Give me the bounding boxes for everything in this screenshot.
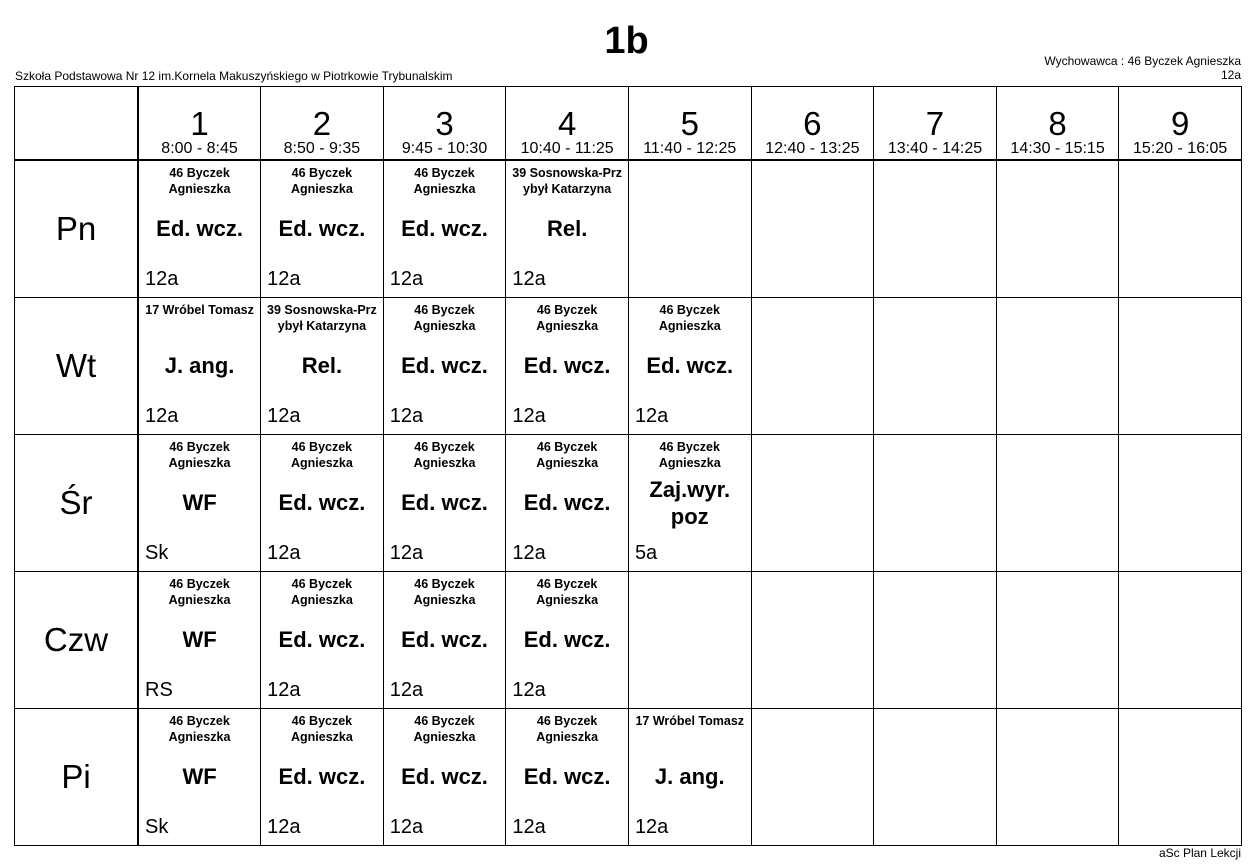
lesson-cell bbox=[261, 160, 384, 298]
period-header-row bbox=[15, 87, 1242, 160]
homeroom-room: 12a bbox=[1220, 68, 1241, 82]
lesson-subject: Ed. wcz. bbox=[401, 764, 488, 789]
empty-slot bbox=[628, 160, 751, 298]
lesson-teacher: 46 Byczek Agnieszka bbox=[413, 439, 476, 470]
period-time: 13:40 - 14:25 bbox=[887, 140, 983, 157]
period-time: 10:40 - 11:25 bbox=[520, 140, 614, 157]
period-number: 9 bbox=[1171, 105, 1190, 142]
empty-slot bbox=[996, 434, 1119, 571]
lesson-subject: Ed. wcz. bbox=[401, 490, 488, 515]
lesson-teacher: 17 Wróbel Tomasz bbox=[145, 302, 254, 317]
lesson-room: 12a bbox=[267, 541, 301, 564]
lesson-room: 12a bbox=[634, 404, 669, 427]
empty-slot bbox=[1119, 160, 1242, 298]
lesson bbox=[506, 709, 628, 845]
lesson-subject: WF bbox=[182, 490, 217, 515]
lesson bbox=[384, 572, 506, 708]
lesson-room: 12a bbox=[389, 404, 424, 427]
lesson-cell bbox=[383, 708, 506, 845]
lesson-room: 12a bbox=[389, 678, 424, 701]
lesson bbox=[139, 572, 260, 708]
lesson-subject: Ed. wcz. bbox=[278, 490, 366, 515]
period-time: 14:30 - 15:15 bbox=[1010, 140, 1105, 157]
empty-slot bbox=[751, 297, 874, 434]
period-number: 7 bbox=[925, 105, 945, 142]
lesson-cell bbox=[628, 434, 751, 571]
lesson-teacher: 39 Sosnowska-Prz ybył Katarzyna bbox=[267, 302, 377, 333]
period-number: 5 bbox=[680, 105, 699, 142]
lesson-cell bbox=[383, 571, 506, 708]
lesson-cell bbox=[383, 434, 506, 571]
homeroom-teacher: Wychowawca : 46 Byczek Agnieszka bbox=[1044, 54, 1241, 68]
homeroom-info bbox=[1044, 54, 1241, 82]
empty-slot bbox=[874, 297, 997, 434]
lesson-teacher: 46 Byczek Agnieszka bbox=[290, 713, 353, 744]
period-header bbox=[874, 87, 997, 160]
lesson-teacher: 46 Byczek Agnieszka bbox=[413, 302, 476, 333]
lesson-cell bbox=[383, 160, 506, 298]
day-row bbox=[15, 434, 1242, 571]
lesson-cell bbox=[138, 708, 261, 845]
empty-slot bbox=[1119, 708, 1242, 845]
lesson-subject: Zaj.wyr. poz bbox=[649, 476, 731, 529]
period-header bbox=[751, 87, 874, 160]
lesson-teacher: 46 Byczek Agnieszka bbox=[290, 439, 353, 470]
day-label: Pi bbox=[15, 708, 139, 845]
lesson bbox=[506, 161, 628, 297]
lesson-teacher: 46 Byczek Agnieszka bbox=[168, 439, 231, 470]
lesson-subject: Ed. wcz. bbox=[278, 627, 366, 652]
lesson-cell bbox=[506, 434, 629, 571]
lesson-subject: Ed. wcz. bbox=[278, 216, 366, 241]
lesson-cell bbox=[138, 434, 261, 571]
period-time: 8:00 - 8:45 bbox=[161, 140, 238, 157]
school-name: Szkoła Podstawowa Nr 12 im.Kornela Makuszyńskiego w Piotrkowie Trybunalskim bbox=[15, 69, 453, 83]
day-label: Pn bbox=[15, 160, 139, 298]
day-label: Wt bbox=[15, 297, 139, 434]
lesson-subject: Ed. wcz. bbox=[401, 353, 488, 378]
lesson bbox=[384, 161, 506, 297]
lesson-cell bbox=[506, 708, 629, 845]
lesson-teacher: 46 Byczek Agnieszka bbox=[168, 165, 231, 196]
lesson-subject: Ed. wcz. bbox=[523, 490, 611, 515]
period-time: 15:20 - 16:05 bbox=[1133, 140, 1228, 157]
lesson-subject: Ed. wcz. bbox=[523, 627, 611, 652]
period-time: 11:40 - 12:25 bbox=[643, 140, 737, 157]
period-header bbox=[1119, 87, 1242, 160]
lesson-cell bbox=[261, 434, 384, 571]
lesson bbox=[139, 298, 260, 434]
empty-slot bbox=[751, 708, 874, 845]
period-number: 1 bbox=[190, 105, 209, 142]
empty-slot bbox=[874, 434, 997, 571]
lesson-teacher: 46 Byczek Agnieszka bbox=[413, 713, 476, 744]
day-row bbox=[15, 708, 1242, 845]
period-number: 2 bbox=[312, 105, 332, 142]
lesson-cell bbox=[138, 297, 261, 434]
empty-slot bbox=[1119, 571, 1242, 708]
lesson-cell bbox=[138, 571, 261, 708]
period-number: 6 bbox=[803, 105, 822, 142]
period-number: 8 bbox=[1048, 105, 1067, 142]
lesson-teacher: 46 Byczek Agnieszka bbox=[536, 713, 599, 744]
lesson bbox=[139, 435, 260, 571]
class-title: 1b bbox=[604, 20, 649, 62]
period-header bbox=[628, 87, 751, 160]
empty-slot bbox=[751, 571, 874, 708]
lesson bbox=[261, 298, 383, 434]
lesson-teacher: 46 Byczek Agnieszka bbox=[168, 713, 231, 744]
period-time: 12:40 - 13:25 bbox=[765, 140, 860, 157]
lesson-cell bbox=[628, 297, 751, 434]
lesson-room: 12a bbox=[267, 267, 301, 290]
lesson-subject: Ed. wcz. bbox=[401, 216, 488, 241]
period-header bbox=[996, 87, 1119, 160]
day-row bbox=[15, 160, 1242, 298]
lesson-cell bbox=[261, 297, 384, 434]
lesson bbox=[261, 572, 383, 708]
lesson-subject: WF bbox=[182, 627, 217, 652]
lesson-room: 12a bbox=[512, 541, 546, 564]
day-label: Czw bbox=[15, 571, 139, 708]
lesson bbox=[139, 709, 260, 845]
empty-slot bbox=[996, 708, 1119, 845]
lesson bbox=[139, 161, 260, 297]
empty-slot bbox=[751, 160, 874, 298]
period-header bbox=[138, 87, 261, 160]
period-number: 3 bbox=[435, 105, 454, 142]
lesson-cell bbox=[628, 708, 751, 845]
lesson-cell bbox=[506, 571, 629, 708]
lesson-teacher: 46 Byczek Agnieszka bbox=[536, 302, 599, 333]
lesson-subject: J. ang. bbox=[164, 353, 235, 378]
lesson-room: 12a bbox=[512, 678, 546, 701]
lesson-teacher: 46 Byczek Agnieszka bbox=[290, 576, 353, 607]
empty-slot bbox=[874, 571, 997, 708]
lesson-room: 12a bbox=[389, 815, 424, 838]
lesson-subject: Rel. bbox=[301, 353, 343, 378]
lesson-room: 12a bbox=[145, 267, 179, 290]
lesson bbox=[506, 298, 628, 434]
empty-slot bbox=[1119, 297, 1242, 434]
period-header bbox=[261, 87, 384, 160]
corner-cell bbox=[15, 87, 139, 160]
lesson-room: 12a bbox=[512, 815, 546, 838]
lesson-cell bbox=[383, 297, 506, 434]
lesson-subject: Ed. wcz. bbox=[156, 216, 243, 241]
empty-slot bbox=[1119, 434, 1242, 571]
lesson-room: 12a bbox=[512, 267, 546, 290]
lesson-room: 12a bbox=[634, 815, 669, 838]
lesson bbox=[261, 435, 383, 571]
lesson-subject: Ed. wcz. bbox=[523, 353, 611, 378]
lesson-teacher: 46 Byczek Agnieszka bbox=[413, 165, 476, 196]
lesson-room: 12a bbox=[267, 404, 301, 427]
lesson bbox=[384, 709, 506, 845]
lesson-subject: Ed. wcz. bbox=[646, 353, 734, 378]
period-time: 9:45 - 10:30 bbox=[401, 140, 488, 157]
lesson-room: 12a bbox=[389, 541, 424, 564]
lesson-subject: Ed. wcz. bbox=[523, 764, 611, 789]
empty-slot bbox=[628, 571, 751, 708]
lesson-room: 5a bbox=[634, 541, 658, 564]
lesson-room: 12a bbox=[267, 678, 301, 701]
lesson-teacher: 46 Byczek Agnieszka bbox=[168, 576, 231, 607]
lesson-room: 12a bbox=[267, 815, 301, 838]
lesson-room: RS bbox=[145, 678, 173, 701]
footer-generator: aSc Plan Lekcji bbox=[1158, 846, 1241, 860]
lesson-room: 12a bbox=[389, 267, 424, 290]
lesson-subject: Ed. wcz. bbox=[401, 627, 488, 652]
lesson-teacher: 17 Wróbel Tomasz bbox=[635, 713, 745, 728]
lesson bbox=[384, 298, 506, 434]
empty-slot bbox=[874, 708, 997, 845]
lesson-teacher: 39 Sosnowska-Prz ybył Katarzyna bbox=[512, 165, 623, 196]
lesson-subject: J. ang. bbox=[654, 764, 725, 789]
lesson-room: Sk bbox=[145, 815, 169, 838]
empty-slot bbox=[996, 297, 1119, 434]
lesson-cell bbox=[506, 160, 629, 298]
lesson-teacher: 46 Byczek Agnieszka bbox=[290, 165, 353, 196]
lesson bbox=[261, 161, 383, 297]
lesson-room: 12a bbox=[145, 404, 179, 427]
period-number: 4 bbox=[557, 105, 577, 142]
empty-slot bbox=[874, 160, 997, 298]
lesson-cell bbox=[506, 297, 629, 434]
lesson-teacher: 46 Byczek Agnieszka bbox=[658, 302, 721, 333]
lesson-subject: Ed. wcz. bbox=[278, 764, 366, 789]
lesson-subject: WF bbox=[182, 764, 217, 789]
lesson-room: Sk bbox=[145, 541, 169, 564]
lesson-teacher: 46 Byczek Agnieszka bbox=[658, 439, 721, 470]
lesson bbox=[261, 709, 383, 845]
period-time: 8:50 - 9:35 bbox=[283, 140, 361, 157]
lesson bbox=[629, 709, 751, 845]
empty-slot bbox=[996, 571, 1119, 708]
day-label: Śr bbox=[15, 434, 139, 571]
timetable bbox=[14, 86, 1242, 846]
lesson bbox=[506, 435, 628, 571]
lesson-room: 12a bbox=[512, 404, 546, 427]
empty-slot bbox=[751, 434, 874, 571]
day-row bbox=[15, 297, 1242, 434]
period-header bbox=[383, 87, 506, 160]
lesson-teacher: 46 Byczek Agnieszka bbox=[536, 576, 599, 607]
lesson bbox=[506, 572, 628, 708]
empty-slot bbox=[996, 160, 1119, 298]
lesson-subject: Rel. bbox=[546, 216, 588, 241]
lesson-cell bbox=[261, 708, 384, 845]
lesson bbox=[629, 435, 751, 571]
lesson-cell bbox=[261, 571, 384, 708]
lesson-teacher: 46 Byczek Agnieszka bbox=[413, 576, 476, 607]
period-header bbox=[506, 87, 629, 160]
day-row bbox=[15, 571, 1242, 708]
lesson-cell bbox=[138, 160, 261, 298]
lesson bbox=[629, 298, 751, 434]
lesson bbox=[384, 435, 506, 571]
lesson-teacher: 46 Byczek Agnieszka bbox=[536, 439, 599, 470]
